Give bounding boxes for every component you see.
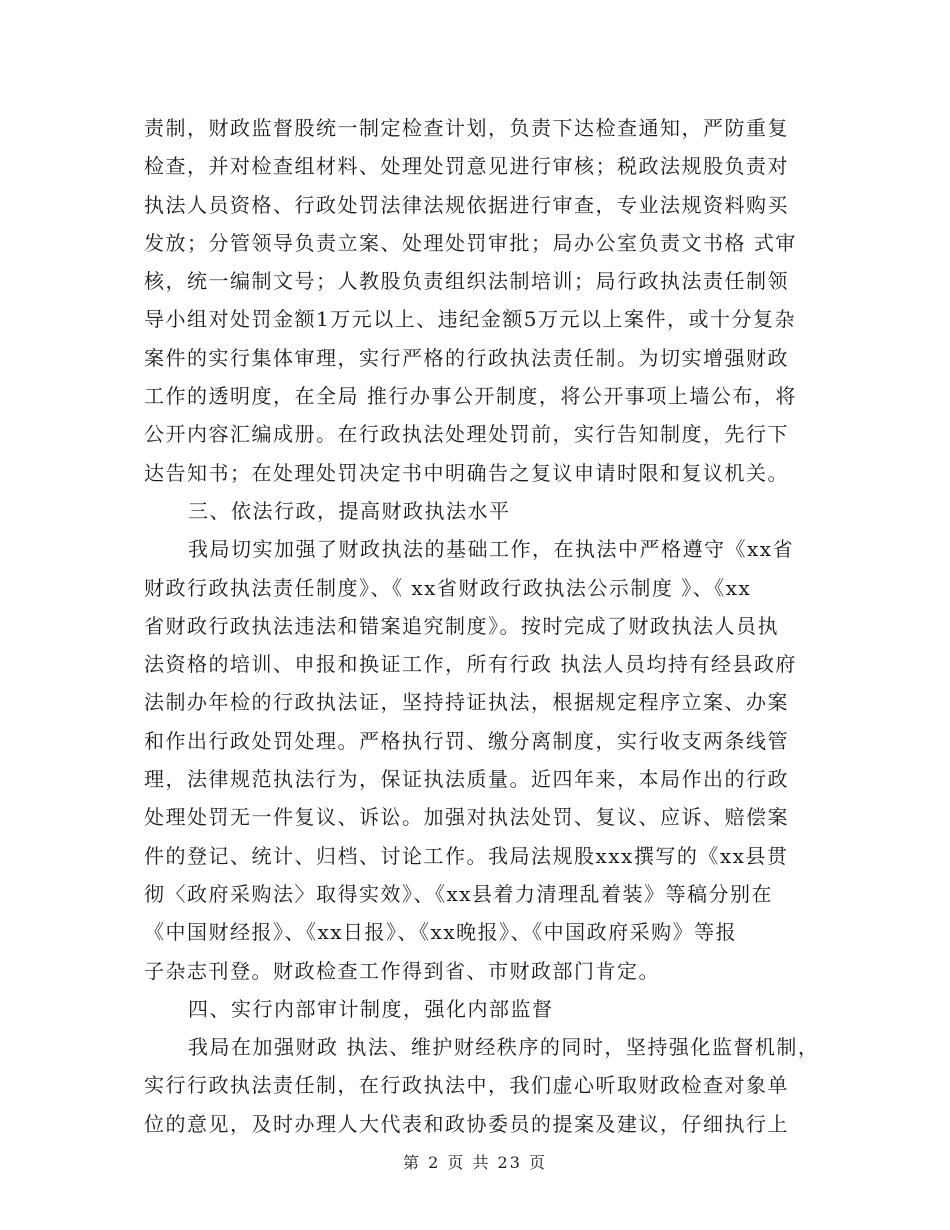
paragraph-start-line: 三、依法行政，提高财政执法水平 [188, 498, 511, 523]
paragraph-start-line: 四、实行内部审计制度，强化内部监督 [188, 996, 554, 1021]
text-line: 财政行政执法责任制度》、《 xx省财政行政执法公示制度 》、《xx [144, 575, 752, 600]
paragraph-start-line: 我局在加强财政 执法、维护财经秩序的同时，坚持强化监督机制， [188, 1035, 820, 1060]
text-line: 件的登记、统计、归档、讨论工作。我局法规股xxx撰写的《xx县贯 [144, 843, 789, 868]
page-number-footer: 第 2 页 共 23 页 [403, 1153, 547, 1172]
document-body [144, 109, 824, 1143]
text-line: 达告知书；在处理处罚决定书中明确告之复议申请时限和复议机关。 [144, 460, 789, 485]
text-line: 省财政行政执法违法和错案追究制度》。按时完成了财政执法人员执 [144, 613, 779, 638]
text-line: 发放；分管领导负责立案、处理处罚审批；局办公室负责文书格 式审 [144, 230, 797, 255]
text-line: 核，统一编制文号；人教股负责组织法制培训；局行政执法责任制领 [144, 269, 789, 294]
text-line: 工作的透明度，在全局 推行办事公开制度，将公开事项上墙公布，将 [144, 384, 797, 409]
text-line: 实行行政执法责任制，在行政执法中，我们虚心听取财政检查对象单 [144, 1073, 789, 1098]
text-line: 理，法律规范执法行为，保证执法质量。近四年来，本局作出的行政 [144, 767, 789, 792]
text-line: 责制，财政监督股统一制定检查计划，负责下达检查通知，严防重复 [144, 116, 789, 140]
text-line: 案件的实行集体审理，实行严格的行政执法责任制。为切实增强财政 [144, 345, 789, 370]
text-line: 和作出行政处罚处理。严格执行罚、缴分离制度，实行收支两条线管 [144, 728, 789, 753]
text-line: 位的意见，及时办理人大代表和政协委员的提案及建议，仔细执行上 [144, 1111, 789, 1136]
text-line: 导小组对处罚金额1万元以上、违纪金额5万元以上案件，或十分复杂 [144, 307, 796, 332]
text-line: 法资格的培训、申报和换证工作，所有行政 执法人员均持有经县政府 [144, 652, 797, 677]
text-line: 公开内容汇编成册。在行政执法处理处罚前，实行告知制度，先行下 [144, 422, 789, 447]
text-line: 子杂志刊登。财政检查工作得到省、市财政部门肯定。 [144, 958, 660, 983]
paragraph-start-line: 我局切实加强了财政执法的基础工作，在执法中严格遵守《xx省 [188, 537, 795, 562]
text-line: 彻〈政府采购法〉取得实效》、《xx县着力清理乱着装》等稿分别在 [144, 881, 774, 906]
text-line: 执法人员资格、行政处罚法律法规依据进行审查，专业法规资料购买 [144, 192, 789, 217]
text-line: 法制办年检的行政执法证，坚持持证执法，根据规定程序立案、办案 [144, 690, 789, 715]
text-line: 处理处罚无一件复议、诉讼。加强对执法处罚、复议、应诉、赔偿案 [144, 805, 789, 830]
text-line: 检查，并对检查组材料、处理处罚意见进行审核；税政法规股负责对 [144, 154, 789, 179]
text-line: 《中国财经报》、《xx日报》、《xx晚报》、《中国政府采购》等报 [144, 920, 738, 945]
